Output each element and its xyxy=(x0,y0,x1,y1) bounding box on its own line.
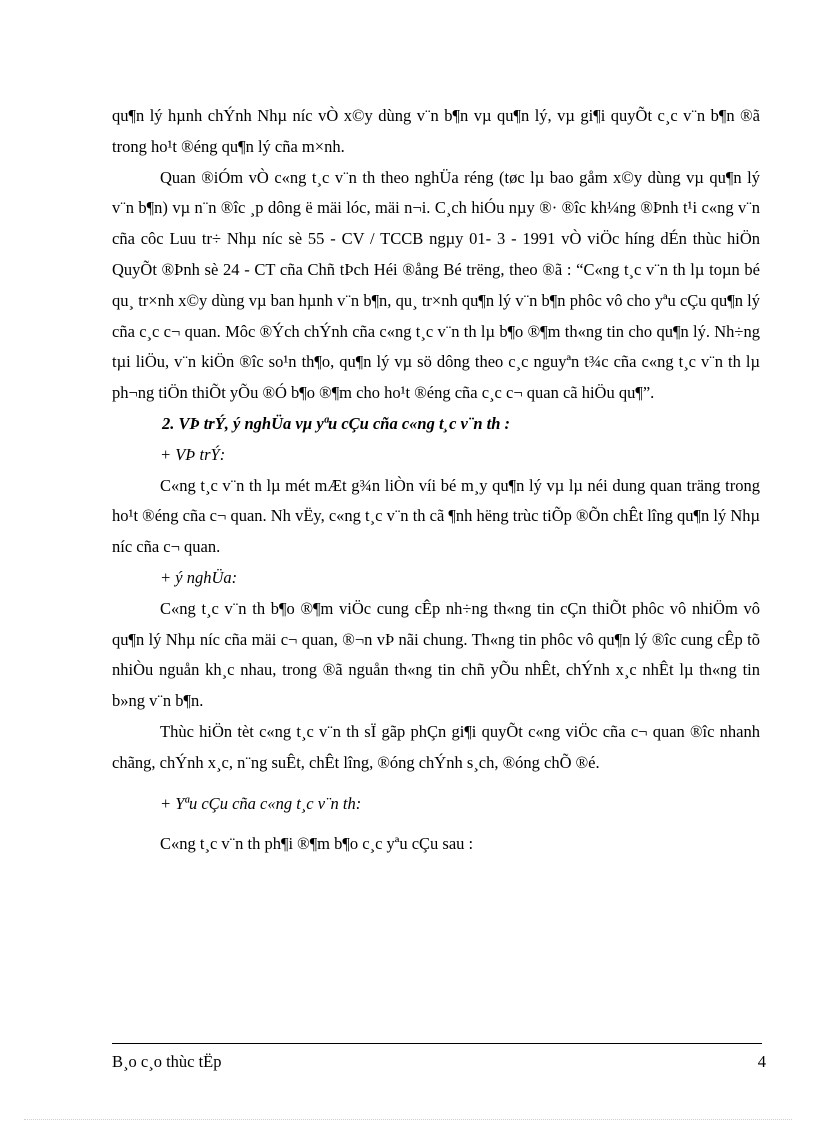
body-text xyxy=(112,101,760,860)
subheading-meaning: + ý nghÜa: xyxy=(160,567,238,587)
paragraph-definition: Quan ®iÓm vÒ c«ng t¸c v¨n th theo nghÜa réng (tøc lµ bao gåm x©y dùng vµ qu¶n lý v¨n b¶n) vµ n¨n ®îc ¸p dông ë mäi lóc, mäi n¬i. C¸ch hiÓu nµy ®· ®îc kh¼ng ®Þnh t¹i c«ng v¨n cña côc Luu tr÷ Nhµ níc sè 55 - CV / TCCB ngµy 01- 3 - 1991 vÒ viÖc híng dÉn thùc hiÖn QuyÕt ®Þnh sè 24 - CT cña Chñ tÞch Héi ®ång Bé trëng, theo ®ã : “C«ng t¸c v¨n th lµ toµn bé qu¸ tr×nh x©y dùng vµ ban hµnh v¨n b¶n, qu¸ tr×nh qu¶n lý v¨n b¶n phôc vô cho yªu cÇu qu¶n lý cña c¸c c¬ quan. Môc ®Ých chÝnh cña c«ng t¸c v¨n th lµ b¶o ®¶m th«ng tin cho qu¶n lý. Nh÷ng tµi liÖu, v¨n kiÖn ®îc so¹n th¶o, qu¶n lý vµ sö dông theo c¸c nguyªn t¾c cña c«ng t¸c v¨n th lµ ph¬ng tiÖn thiÕt yÕu ®Ó b¶o ®¶m cho ho¹t ®éng cña c¸c c¬ quan cã hiÖu qu¶”. xyxy=(112,167,760,403)
paragraph-position: C«ng t¸c v¨n th lµ mét mÆt g¾n liÒn víi bé m¸y qu¶n lý vµ lµ néi dung quan träng trong ho¹t ®éng cña c¬ quan. Nh vËy, c«ng t¸c v¨n th cã ¶nh hëng trùc tiÕp ®Õn chÊt lîng qu¶n lý Nhµ níc cña c¬ quan. xyxy=(112,475,760,557)
subheading-requirements: + Yªu cÇu cña c«ng t¸c v¨n th: xyxy=(160,793,362,813)
page-bottom-edge xyxy=(24,1119,792,1120)
paragraph-gap xyxy=(112,819,760,829)
paragraph-gap xyxy=(112,779,760,789)
paragraph-requirements: C«ng t¸c v¨n th ph¶i ®¶m b¶o c¸c yªu cÇu sau : xyxy=(160,834,474,854)
footer-title: B¸o c¸o thùc tËp xyxy=(112,1052,222,1071)
footer-divider xyxy=(112,1043,762,1044)
paragraph-continuation: qu¶n lý hµnh chÝnh Nhµ níc vÒ x©y dùng v¨n b¶n vµ qu¶n lý, vµ gi¶i quyÕt c¸c v¨n b¶n ®ã trong ho¹t ®éng qu¶n lý cña m×nh. xyxy=(112,106,760,156)
page-number: 4 xyxy=(757,1052,766,1071)
paragraph-meaning: C«ng t¸c v¨n th b¶o ®¶m viÖc cung cÊp nh÷ng th«ng tin cÇn thiÕt phôc vô nhiÖm vô qu¶n lý Nhµ níc cña mäi c¬ quan, ®¬n vÞ nãi chung. Th«ng tin phôc vô qu¶n lý ®îc cung cÊp tõ nhiÒu nguån kh¸c nhau, trong ®ã nguån th«ng tin chñ yÕu nhÊt, chÝnh x¸c nhÊt lµ th«ng tin b»ng v¨n b¶n. xyxy=(112,598,760,711)
section-heading: 2. VÞ trÝ, ý nghÜa vµ yªu cÇu cña c«ng t¸c v¨n th : xyxy=(162,413,511,433)
paragraph-effect: Thùc hiÖn tèt c«ng t¸c v¨n th sÏ gãp phÇn gi¶i quyÕt c«ng viÖc cña c¬ quan ®îc nhanh chãng, chÝnh x¸c, n¨ng suÊt, chÊt lîng, ®óng chÝnh s¸ch, ®óng chÕ ®é. xyxy=(112,721,760,772)
subheading-position: + VÞ trÝ: xyxy=(160,444,226,464)
